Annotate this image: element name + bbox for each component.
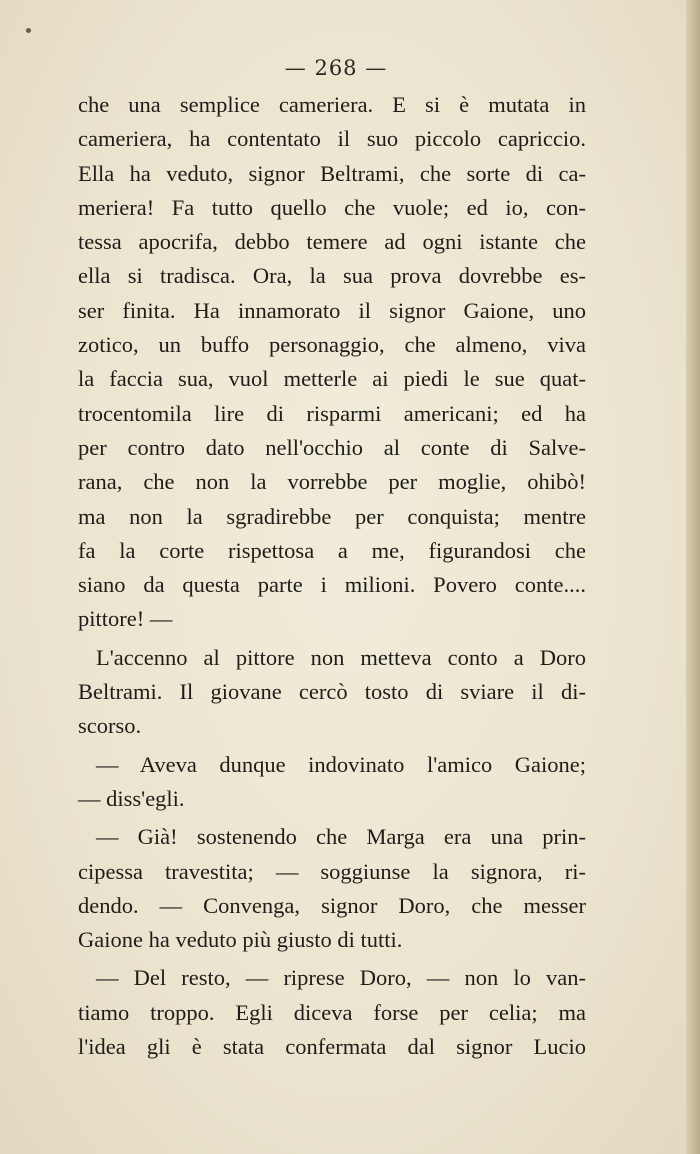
text-line: — diss'egli. (78, 785, 185, 811)
text-line: Beltrami. Il giovane cercò tosto di sviare il di- (78, 679, 586, 705)
text-line: tessa apocrifa, debbo temere ad ogni istante che (78, 229, 586, 255)
text-line: Gaione ha veduto più giusto di tutti. (78, 927, 403, 953)
text-line: rana, che non la vorrebbe per moglie, ohibò! (78, 469, 586, 495)
page-edge (686, 0, 700, 1154)
text-line: cipessa travestita; — soggiunse la signora, ri- (78, 858, 586, 884)
text-line: scorso. (78, 713, 142, 739)
text-line: meriera! Fa tutto quello che vuole; ed io, con- (78, 194, 586, 220)
text-line: ser finita. Ha innamorato il signor Gaione, uno (78, 297, 586, 323)
page-number: — 268 — (284, 56, 388, 80)
text-line: — Aveva dunque indovinato l'amico Gaione; (96, 751, 586, 777)
ink-speck (26, 28, 31, 33)
text-line: pittore! — (78, 606, 173, 632)
text-line: dendo. — Convenga, signor Doro, che messer (78, 892, 586, 918)
text-line: che una semplice cameriera. E si è mutata in (78, 92, 586, 117)
text-line: fa la corte rispettosa a me, figurandosi che (78, 537, 586, 563)
text-line: siano da questa parte i milioni. Povero conte.... (78, 572, 586, 598)
text-line: cameriera, ha contentato il suo piccolo capriccio. (78, 126, 586, 152)
text-line: zotico, un buffo personaggio, che almeno, viva (78, 332, 586, 358)
text-line: — Del resto, — riprese Doro, — non lo van- (96, 965, 586, 991)
text-line: — Già! sostenendo che Marga era una prin- (96, 824, 586, 850)
body-text (78, 88, 586, 1064)
text-line: tiamo troppo. Egli diceva forse per celia; ma (78, 999, 586, 1025)
text-line: l'idea gli è stata confermata dal signor Lucio (78, 1034, 586, 1060)
text-line: L'accenno al pittore non metteva conto a Doro (96, 644, 586, 670)
text-line: la faccia sua, vuol metterle ai piedi le sue quat- (78, 366, 586, 392)
text-line: per contro dato nell'occhio al conte di Salve- (78, 434, 586, 460)
text-line: Ella ha veduto, signor Beltrami, che sorte di ca- (78, 160, 586, 186)
text-line: trocentomila lire di risparmi americani; ed ha (78, 400, 586, 426)
text-line: ma non la sgradirebbe per conquista; mentre (78, 503, 586, 529)
text-line: ella si tradisca. Ora, la sua prova dovrebbe es- (78, 263, 586, 289)
